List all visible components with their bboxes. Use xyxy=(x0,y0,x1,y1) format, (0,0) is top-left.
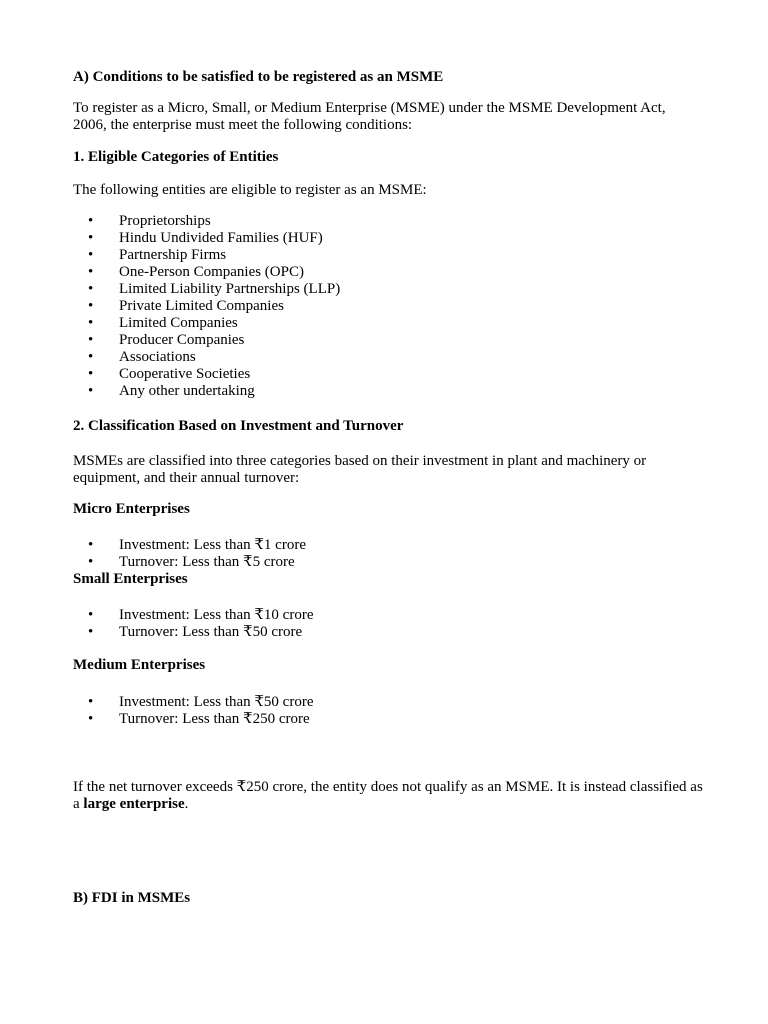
bullet-icon: • xyxy=(88,264,94,280)
eligible-intro: The following entities are eligible to register as an MSME: xyxy=(73,182,427,198)
list-item: • Turnover: Less than ₹5 crore xyxy=(88,554,295,570)
medium-heading: Medium Enterprises xyxy=(73,657,206,673)
section-a-intro: To register as a Micro, Small, or Medium Enterprise (MSME) under the MSME Development Act, 2006, the enterprise must meet the following conditions: xyxy=(73,100,666,133)
bullet-icon: • xyxy=(88,213,94,229)
small-list xyxy=(73,607,314,641)
large-enterprise-term: large enterprise xyxy=(83,796,185,812)
bullet-icon: • xyxy=(88,607,94,623)
bullet-icon: • xyxy=(88,332,94,348)
bullet-icon: • xyxy=(88,281,94,297)
list-item: • Investment: Less than ₹10 crore xyxy=(88,607,314,623)
micro-list xyxy=(73,537,306,571)
list-item: • Associations xyxy=(88,349,196,365)
bullet-icon: • xyxy=(88,247,94,263)
list-item: • Investment: Less than ₹1 crore xyxy=(88,537,306,553)
classification-intro: MSMEs are classified into three categories based on their investment in plant and machinery or equipment, and their annual turnover: xyxy=(73,453,647,486)
bullet-icon: • xyxy=(88,366,94,382)
eligible-list xyxy=(73,213,340,400)
bullet-icon: • xyxy=(88,537,94,553)
list-item: • Proprietorships xyxy=(88,213,211,229)
bullet-icon: • xyxy=(88,298,94,314)
bullet-icon: • xyxy=(88,694,94,710)
bullet-icon: • xyxy=(88,315,94,331)
bullet-icon: • xyxy=(88,624,94,640)
micro-heading: Micro Enterprises xyxy=(73,501,190,517)
list-item: • Producer Companies xyxy=(88,332,245,348)
list-item: • Cooperative Societies xyxy=(88,366,251,382)
bullet-icon: • xyxy=(88,711,94,727)
list-item: • Private Limited Companies xyxy=(88,298,284,314)
bullet-icon: • xyxy=(88,349,94,365)
section-a-heading: A) Conditions to be satisfied to be registered as an MSME xyxy=(73,69,444,85)
small-heading: Small Enterprises xyxy=(73,571,188,587)
list-item: • Limited Liability Partnerships (LLP) xyxy=(88,281,341,297)
bullet-icon: • xyxy=(88,554,94,570)
list-item: • Any other undertaking xyxy=(88,383,255,399)
bullet-icon: • xyxy=(88,230,94,246)
classification-heading: 2. Classification Based on Investment and Turnover xyxy=(73,418,404,434)
list-item: • Partnership Firms xyxy=(88,247,227,263)
list-item: • Turnover: Less than ₹50 crore xyxy=(88,624,303,640)
list-item: • One-Person Companies (OPC) xyxy=(88,264,304,280)
section-b-heading: B) FDI in MSMEs xyxy=(73,890,191,906)
medium-list xyxy=(73,694,314,728)
list-item: • Limited Companies xyxy=(88,315,238,331)
eligible-heading: 1. Eligible Categories of Entities xyxy=(73,149,279,165)
list-item: • Investment: Less than ₹50 crore xyxy=(88,694,314,710)
list-item: • Turnover: Less than ₹250 crore xyxy=(88,711,310,727)
bullet-icon: • xyxy=(88,383,94,399)
large-enterprise-note: If the net turnover exceeds ₹250 crore, the entity does not qualify as an MSME. It is instead classified as a large enterprise. xyxy=(73,779,703,812)
list-item: • Hindu Undivided Families (HUF) xyxy=(88,230,323,246)
